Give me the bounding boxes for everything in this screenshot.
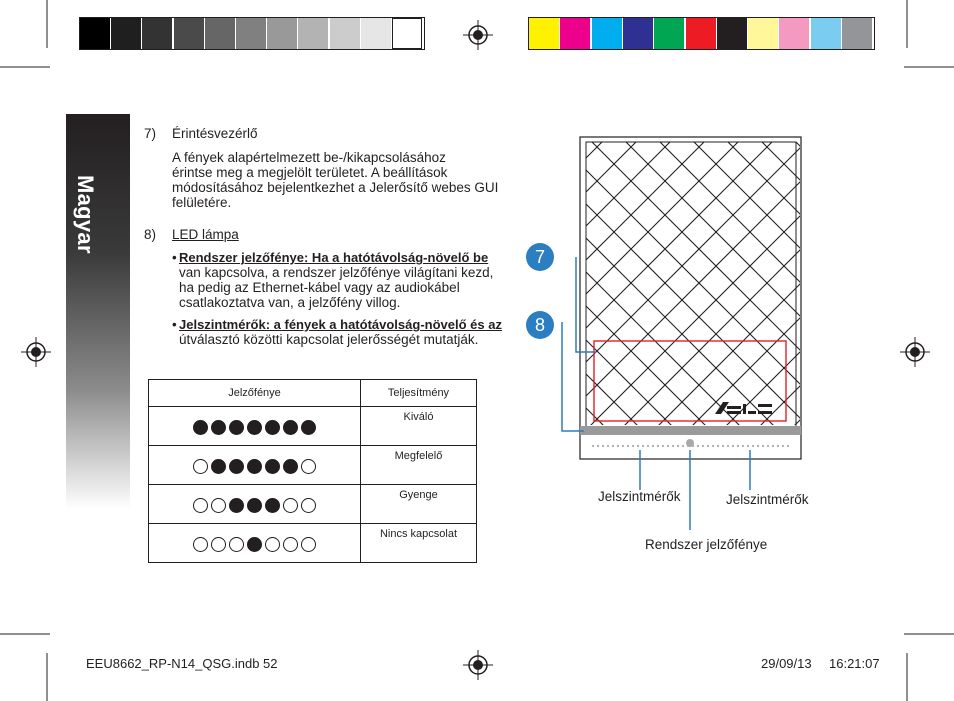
led-off-icon bbox=[211, 498, 226, 513]
led-off-icon bbox=[265, 537, 280, 552]
led-off-icon bbox=[301, 537, 316, 552]
footer-time: 16:21:07 bbox=[829, 656, 880, 671]
registration-mark-bottom bbox=[463, 650, 493, 680]
performance-label: Kiváló bbox=[361, 407, 477, 446]
led-on-icon bbox=[247, 459, 262, 474]
gray-swatch bbox=[205, 18, 235, 49]
label-signal-meters-left: Jelszintmérők bbox=[598, 489, 681, 504]
color-swatch bbox=[748, 18, 778, 49]
table-row bbox=[149, 485, 477, 524]
bullet1-lead: Rendszer jelzőfénye: Ha a hatótávolság-növelő be bbox=[179, 250, 489, 265]
led-on-icon bbox=[247, 420, 262, 435]
header-indicator: Jelzőfénye bbox=[149, 380, 361, 407]
led-on-icon bbox=[193, 420, 208, 435]
gray-swatch bbox=[111, 18, 141, 49]
registration-mark-left bbox=[21, 337, 51, 367]
item7-body-line2: érintse meg a megjelölt területet. A beállítások bbox=[172, 165, 448, 180]
label-signal-meters-right: Jelszintmérők bbox=[726, 492, 809, 507]
bullet1-symbol: • bbox=[172, 250, 177, 265]
performance-label: Nincs kapcsolat bbox=[361, 524, 477, 563]
label-system-indicator: Rendszer jelzőfénye bbox=[645, 537, 768, 552]
gray-swatch bbox=[236, 18, 266, 49]
led-off-icon bbox=[193, 537, 208, 552]
registration-mark-top bbox=[463, 20, 493, 50]
led-on-icon bbox=[247, 537, 262, 552]
language-side-tab bbox=[66, 114, 130, 509]
led-pattern-cell bbox=[149, 485, 361, 524]
led-strip bbox=[580, 426, 801, 435]
callout-7-badge: 7 bbox=[526, 243, 554, 271]
gray-swatch bbox=[142, 18, 172, 49]
gray-swatch bbox=[267, 18, 297, 49]
bullet2-symbol: • bbox=[172, 317, 177, 332]
led-off-icon bbox=[283, 498, 298, 513]
led-on-icon bbox=[301, 420, 316, 435]
color-swatch bbox=[717, 18, 747, 49]
color-swatch bbox=[686, 18, 716, 49]
item8-title: LED lámpa bbox=[172, 227, 239, 242]
footer-date: 29/09/13 bbox=[761, 656, 812, 671]
led-on-icon bbox=[265, 498, 280, 513]
item7-body-line1: A fények alapértelmezett be-/kikapcsolásához bbox=[172, 150, 446, 165]
led-on-icon bbox=[283, 459, 298, 474]
led-off-icon bbox=[193, 459, 208, 474]
color-swatch bbox=[842, 18, 872, 49]
gray-swatch bbox=[298, 18, 328, 49]
table-row bbox=[149, 524, 477, 563]
item7-body-line4: felületére. bbox=[172, 195, 232, 210]
led-signal-table bbox=[148, 379, 477, 563]
led-off-icon bbox=[283, 537, 298, 552]
bullet1-line3: ha pedig az Ethernet-kábel vagy az audiokábel bbox=[179, 280, 460, 295]
gray-swatch bbox=[392, 18, 422, 49]
item7-number: 7) bbox=[144, 126, 157, 141]
led-off-icon bbox=[301, 498, 316, 513]
color-swatch bbox=[654, 18, 684, 49]
led-on-icon bbox=[265, 459, 280, 474]
led-pattern-cell bbox=[149, 407, 361, 446]
led-off-icon bbox=[193, 498, 208, 513]
table-row bbox=[149, 446, 477, 485]
performance-label: Megfelelő bbox=[361, 446, 477, 485]
gray-swatch bbox=[361, 18, 391, 49]
color-swatch bbox=[592, 18, 622, 49]
lattice-line bbox=[520, 142, 534, 432]
color-swatch bbox=[529, 18, 559, 49]
color-swatch bbox=[811, 18, 841, 49]
gray-swatch bbox=[80, 18, 110, 49]
color-swatch bbox=[623, 18, 653, 49]
callout-8-badge: 8 bbox=[526, 311, 554, 339]
footer-file: EEU8662_RP-N14_QSG.indb 52 bbox=[86, 656, 278, 671]
led-off-icon bbox=[301, 459, 316, 474]
language-label: Magyar bbox=[73, 175, 98, 254]
led-on-icon bbox=[229, 498, 244, 513]
led-on-icon bbox=[283, 420, 298, 435]
gray-swatch bbox=[330, 18, 360, 49]
item8-number: 8) bbox=[144, 227, 157, 242]
gray-swatch bbox=[174, 18, 204, 49]
bullet2-line2: útválasztó közötti kapcsolat jelerősségét mutatják. bbox=[179, 332, 479, 347]
item7-body-line3: módosításához bejelentkezhet a Jelerősítő webes GUI bbox=[172, 180, 499, 195]
led-on-icon bbox=[229, 459, 244, 474]
led-pattern-cell bbox=[149, 524, 361, 563]
led-on-icon bbox=[247, 498, 262, 513]
lattice-line bbox=[520, 142, 576, 432]
color-swatch bbox=[560, 18, 590, 49]
header-performance: Teljesítmény bbox=[361, 380, 477, 407]
led-off-icon bbox=[229, 537, 244, 552]
registration-mark-right bbox=[900, 337, 930, 367]
item7-title: Érintésvezérlő bbox=[172, 126, 258, 141]
led-on-icon bbox=[211, 459, 226, 474]
bullet1-line4: csatlakoztatva van, a jelzőfény villog. bbox=[179, 295, 401, 310]
bullet1-line2: van kapcsolva, a rendszer jelzőfénye világítani kezd, bbox=[179, 265, 494, 280]
lattice-line bbox=[520, 142, 568, 432]
table-row bbox=[149, 407, 477, 446]
led-on-icon bbox=[265, 420, 280, 435]
color-swatch bbox=[779, 18, 809, 49]
performance-label: Gyenge bbox=[361, 485, 477, 524]
led-on-icon bbox=[229, 420, 244, 435]
led-on-icon bbox=[211, 420, 226, 435]
led-pattern-cell bbox=[149, 446, 361, 485]
bullet2-lead: Jelszintmérők: a fények a hatótávolság-növelő és az bbox=[179, 317, 502, 332]
led-off-icon bbox=[211, 537, 226, 552]
